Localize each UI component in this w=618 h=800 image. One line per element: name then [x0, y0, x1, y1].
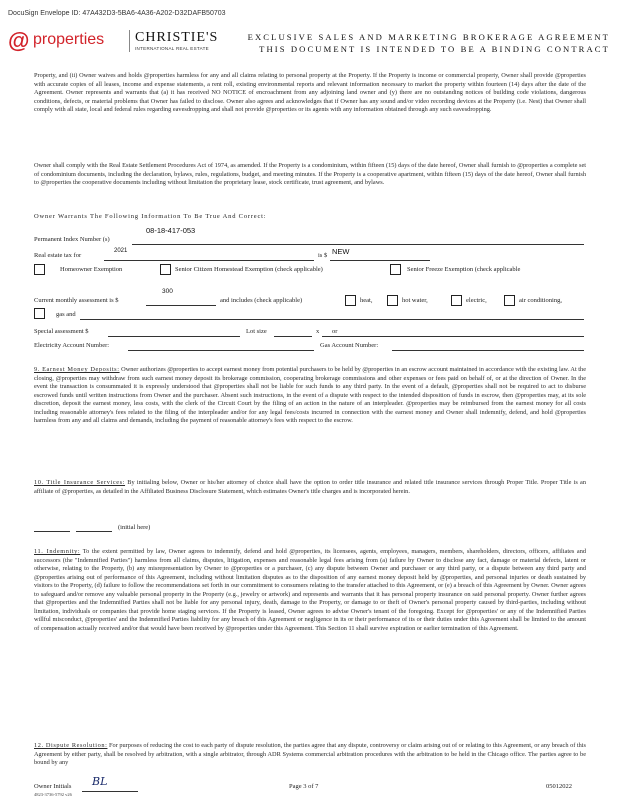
section-11-body: To the extent permitted by law, Owner agrees to indemnify, defend and hold @properties, its licensees, agents, employees, managers, members, shareholders, directors, officers, affiliates and successors (the "Indemnified Parties") harmless from all claims, disputes, litigation, expenses and reasonable legal fees arising from (a) failure by Owner to disclose any fact, damage or material defects, latent or otherwise, relating to the Property, (b) any misrepresentation by Owner to @properties or a purchaser, (c) any dispute between Owner and purchaser or any third party, or a dispute between any third party and @properties arising out of performance of this Agreement, including without limitation disputes as to the disposition of any earnest money deposit held by @properties, and personal injuries or death sustained by visitors to the Property, (d) failure to follow the recommendations set forth in our commitment to consumers relating to the transfer attached to this Agreement, or (e) a breach of this Agreement by Owner. Owner agrees to safeguard and/or remove any valuable personal property in the Property (e.g., jewelry or artwork) and represents and warrants that it has personal property insurance on said personal property. Owner further agrees that @properties and the Indemnified Parties shall not be liable for any personal injury, death, damage to the Property, or damage to or theft of Owner's personal property caused by third-parties, including without limitation, individuals or companies that provide home staging services. If the Property is leased, Owner agrees to advise Owner's tenant of the foregoing. Except for @properties' or any of the Indemnified Parties willful misconduct, @properties' and the Indemnified Parties liability for any breach of this Agreement or negligence in its or their performance of its or their duties under this Agreement shall be limited to the amount of compensation actually received and/or that would have been received by @properties under this Agreement. This Section 11 shall survive expiration or earlier termination of this Agreement.: [34, 548, 587, 632]
envelope-id: DocuSign Envelope ID: 47A432D3-5BA6-4A36-A202-D32DAFB50703: [8, 10, 226, 17]
tax-amount-underline: [330, 260, 430, 261]
lot-size-label: Lot size: [246, 328, 267, 335]
electricity-account-label: Electricity Account Number:: [34, 342, 110, 349]
properties-logo-name: properties: [33, 31, 105, 48]
tax-dollar-label: is $: [318, 252, 328, 259]
initial-here-label: (initial here): [118, 524, 151, 531]
owner-initials-underline: [82, 791, 138, 792]
senior-homestead-label: Senior Citizen Homestead Exemption (check applicable): [175, 266, 323, 273]
owner-warrants-heading: Owner Warrants The Following Information To Be True And Correct:: [34, 213, 267, 220]
special-assessment-label: Special assessment $: [34, 328, 89, 335]
section-11-title: 11. Indemnity:: [34, 548, 81, 555]
includes-label: and includes (check applicable): [220, 297, 303, 304]
senior-freeze-label: Senior Freeze Exemption (check applicable: [407, 266, 521, 273]
assessment-underline: [146, 305, 216, 306]
owner-initials-signature[interactable]: BL: [92, 775, 108, 788]
gas-account-underline: [392, 350, 584, 351]
heat-checkbox[interactable]: [345, 295, 356, 306]
owner-initials-label: Owner Initials: [34, 783, 72, 790]
gas-checkbox[interactable]: [34, 308, 45, 319]
owner-initial-line-2[interactable]: [76, 531, 112, 532]
section-9-title: 9. Earnest Money Deposits:: [34, 366, 120, 373]
tax-label: Real estate tax for: [34, 252, 82, 259]
paragraph-property-disclosures: Property, and (ii) Owner waives and holds @properties harmless for any and all claims relating to personal property at the Property. If the Property is income or commercial property, Owner shall provide @properties with accurate copies of all leases, income and expense statements, a rent roll, existing environmental reports and relevant information necessary to market the property within fourteen (14) days after the date of the Agreement. Owner represents and warrants that (a) it has received NO NOTICE of encroachment from any adjoining land owner and (y) there are no outstanding notices of building code violations, dangerous conditions, defects, or material problems that Owner has failed to disclose. Owner also agrees and acknowledges that if Owner has any sound and/or video recording devices at the Property (i.e. Nest) that Owner shall comply with all state, local and federal rules regarding eavesdropping and shall not provide @properties or its agents with any information obtained through any such eavesdropping.: [34, 72, 586, 113]
owner-initial-line-1[interactable]: [34, 531, 70, 532]
form-code: 4823-3736-5792 v26: [34, 792, 72, 797]
electric-label: electric,: [466, 297, 487, 304]
lot-width-underline: [274, 336, 312, 337]
lot-size-or: or: [332, 328, 338, 335]
assessment-label: Current monthly assessment is $: [34, 297, 119, 304]
tax-year-underline: [104, 260, 314, 261]
electricity-account-underline: [128, 350, 314, 351]
air-conditioning-label: air conditioning,: [519, 297, 562, 304]
christies-logo-sub: INTERNATIONAL REAL ESTATE: [135, 46, 209, 51]
assessment-value[interactable]: 300: [162, 288, 173, 295]
section-12-body: For purposes of reducing the cost to each party of dispute resolution, the parties agree that any dispute, controversy or claim arising out of or relating to this Agreement, or any breach of this Agreement by either party, shall be resolved by arbitration, with a single arbitrator, through ADR Systems commercial arbitration procedures with the arbitration to be held in the Chicago office. The parties agree to be bound by any: [34, 742, 586, 766]
lot-size-x: x: [316, 328, 320, 335]
homeowner-exemption-checkbox[interactable]: [34, 264, 45, 275]
section-10-body: By initialing below, Owner or his/her attorney of choice shall have the option to order title insurance and related title insurance services through Proper Title. Proper Title is an affiliate of @properties, as detailed in the Affiliated Business Disclosure Statement, which estimates Owner's title charges and is incorporated herein.: [34, 479, 586, 495]
heat-label: heat,: [360, 297, 373, 304]
hot-water-checkbox[interactable]: [387, 295, 398, 306]
page-number: Page 3 of 7: [289, 783, 319, 790]
senior-homestead-checkbox[interactable]: [160, 264, 171, 275]
homeowner-exemption-label: Homeowner Exemption: [60, 266, 123, 273]
air-conditioning-checkbox[interactable]: [504, 295, 515, 306]
tax-amount-value[interactable]: NEW: [332, 247, 350, 256]
document-title: EXCLUSIVE SALES AND MARKETING BROKERAGE AGREEMENT: [247, 32, 610, 42]
paragraph-respa: Owner shall comply with the Real Estate Settlement Procedures Act of 1974, as amended. If the Property is a condominium, within fifteen (15) days of the date hereof, Owner shall furnish to @properties a complete set of condominium documents, including the declaration, bylaws, rules, regulations, budget, and meeting minutes. If the Property is a cooperative apartment, within fifteen (15) days of the date hereof, Owner shall furnish to @properties the cooperative documents including without limitation the proprietary lease, stock certificate, trust agreement, and bylaws.: [34, 162, 586, 186]
section-9-earnest-money: [34, 366, 586, 426]
gas-label: gas and: [56, 311, 76, 318]
pin-label: Permanent Index Number (s): [34, 236, 110, 243]
special-assessment-underline: [108, 336, 240, 337]
senior-freeze-checkbox[interactable]: [390, 264, 401, 275]
pin-value[interactable]: 08-18-417-053: [146, 226, 196, 235]
section-9-body: Owner authorizes @properties to accept earnest money from potential purchasers to be held by @properties in an escrow account maintained in accordance with the existing law. At the closing, @properties may withdraw from such earnest money deposit its brokerage commission, cooperating brokerage commissions and other expenses or fees paid on behalf of, or at the direction of Owner. In the event the transaction is consummated it is expressly understood that @properties shall not be liable for such funds to any third party. In the event of a default, @properties shall not be required to act to disburse escrowed funds until written instructions from Owner and the purchaser. Absent such instructions, in the event of a dispute with respect to the intended disposition of funds in escrow, then @properties may, at its sole discretion, deposit the earnest money, less costs, with the clerk of the Circuit Court by the filing of an action in the nature of an interpleader. @properties may be reimbursed from the earnest money for all costs including reasonable attorney's fees related to the filing of the interpleader and/or for any legal fees/costs incurred in connection with the earnest money and Owner shall indemnify, defend, and hold @properties harmless from any and all claims and demands, including the payment of reasonable attorney's fees with respect to the escrow.: [34, 366, 586, 424]
gas-underline: [80, 319, 584, 320]
electric-checkbox[interactable]: [451, 295, 462, 306]
hot-water-label: hot water,: [402, 297, 428, 304]
section-12-dispute-resolution: [34, 742, 586, 768]
tax-year-value[interactable]: 2021: [114, 248, 128, 254]
gas-account-label: Gas Account Number:: [320, 342, 379, 349]
section-10-title-insurance: [34, 479, 586, 496]
section-10-title: 10. Title Insurance Services:: [34, 479, 126, 486]
lot-alt-underline: [344, 336, 584, 337]
pin-underline: [132, 244, 584, 245]
logo-divider: [129, 30, 130, 52]
christies-logo: CHRISTIE'S: [135, 30, 219, 45]
section-12-title: 12. Dispute Resolution:: [34, 742, 108, 749]
section-11-indemnity: [34, 548, 586, 633]
properties-logo-at: @: [8, 28, 29, 53]
form-date-code: 05012022: [546, 783, 572, 790]
document-subtitle: THIS DOCUMENT IS INTENDED TO BE A BINDING CONTRACT: [259, 44, 610, 54]
